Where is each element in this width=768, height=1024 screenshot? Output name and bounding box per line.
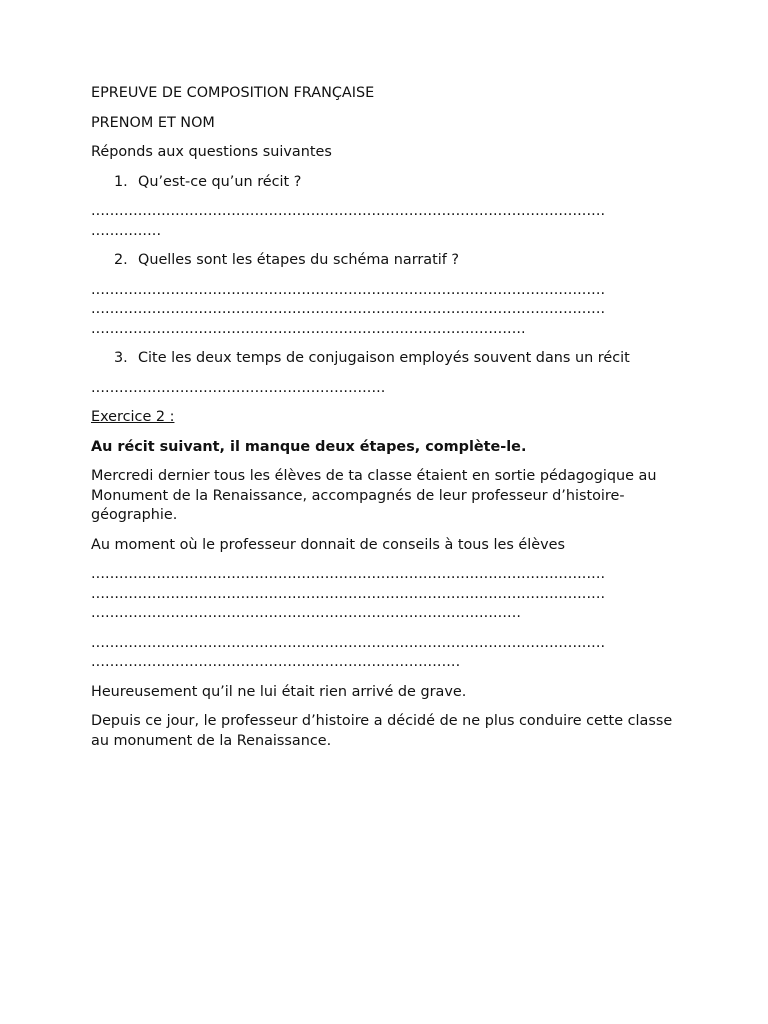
story-paragraph-2: Au moment où le professeur donnait de conseils à tous les élèves <box>91 536 565 553</box>
question-2 <box>114 251 691 271</box>
answer-line: .............................................................................................................. <box>91 281 606 298</box>
answer-line: ............................................................... <box>91 379 386 396</box>
blank-line: ............................................................................................ <box>91 605 522 621</box>
question-text: Cite les deux temps de conjugaison employés souvent dans un récit <box>138 350 630 366</box>
question-number: 2. <box>114 252 128 268</box>
name-line: PRENOM ET NOM <box>91 114 215 131</box>
answer-line: .............................................................................................................. <box>91 301 606 317</box>
answer-line: ............................................................................................. <box>91 320 526 337</box>
blank-line: .............................................................................................................. <box>91 566 606 582</box>
answer-line: ............... <box>91 222 162 239</box>
story-blank-2 <box>91 634 691 673</box>
blank-line: .............................................................................................................. <box>91 585 606 602</box>
question-number: 3. <box>114 350 128 366</box>
story-paragraph-1: Mercredi dernier tous les élèves de ta classe étaient en sortie pédagogique au Monument de la Renaissance, accompagnés de leur professeur d’histoire-géographie. <box>91 468 657 523</box>
document-title: EPREUVE DE COMPOSITION FRANÇAISE <box>91 85 375 101</box>
instructions: Réponds aux questions suivantes <box>91 144 332 160</box>
blank-line: ............................................................................... <box>91 654 461 670</box>
question-number: 1. <box>114 173 128 190</box>
question-text: Qu’est-ce qu’un récit ? <box>138 173 302 190</box>
document-page <box>91 84 691 761</box>
question-text: Quelles sont les étapes du schéma narratif ? <box>138 252 460 268</box>
exercise-2-title: Exercice 2 : <box>91 409 175 425</box>
story-blank-1 <box>91 565 691 624</box>
question-1 <box>114 173 691 193</box>
story-paragraph-4: Depuis ce jour, le professeur d’histoire a décidé de ne plus conduire cette classe au monument de la Renaissance. <box>91 713 673 749</box>
answer-area-3 <box>91 379 691 399</box>
exercise-2-instruction: Au récit suivant, il manque deux étapes, complète-le. <box>91 438 527 455</box>
answer-line: .............................................................................................................. <box>91 203 606 219</box>
answer-area-2 <box>91 281 691 340</box>
answer-area-1 <box>91 202 691 241</box>
story-paragraph-3: Heureusement qu’il ne lui était rien arrivé de grave. <box>91 683 467 700</box>
question-3 <box>114 349 691 369</box>
blank-line: .............................................................................................................. <box>91 634 606 651</box>
